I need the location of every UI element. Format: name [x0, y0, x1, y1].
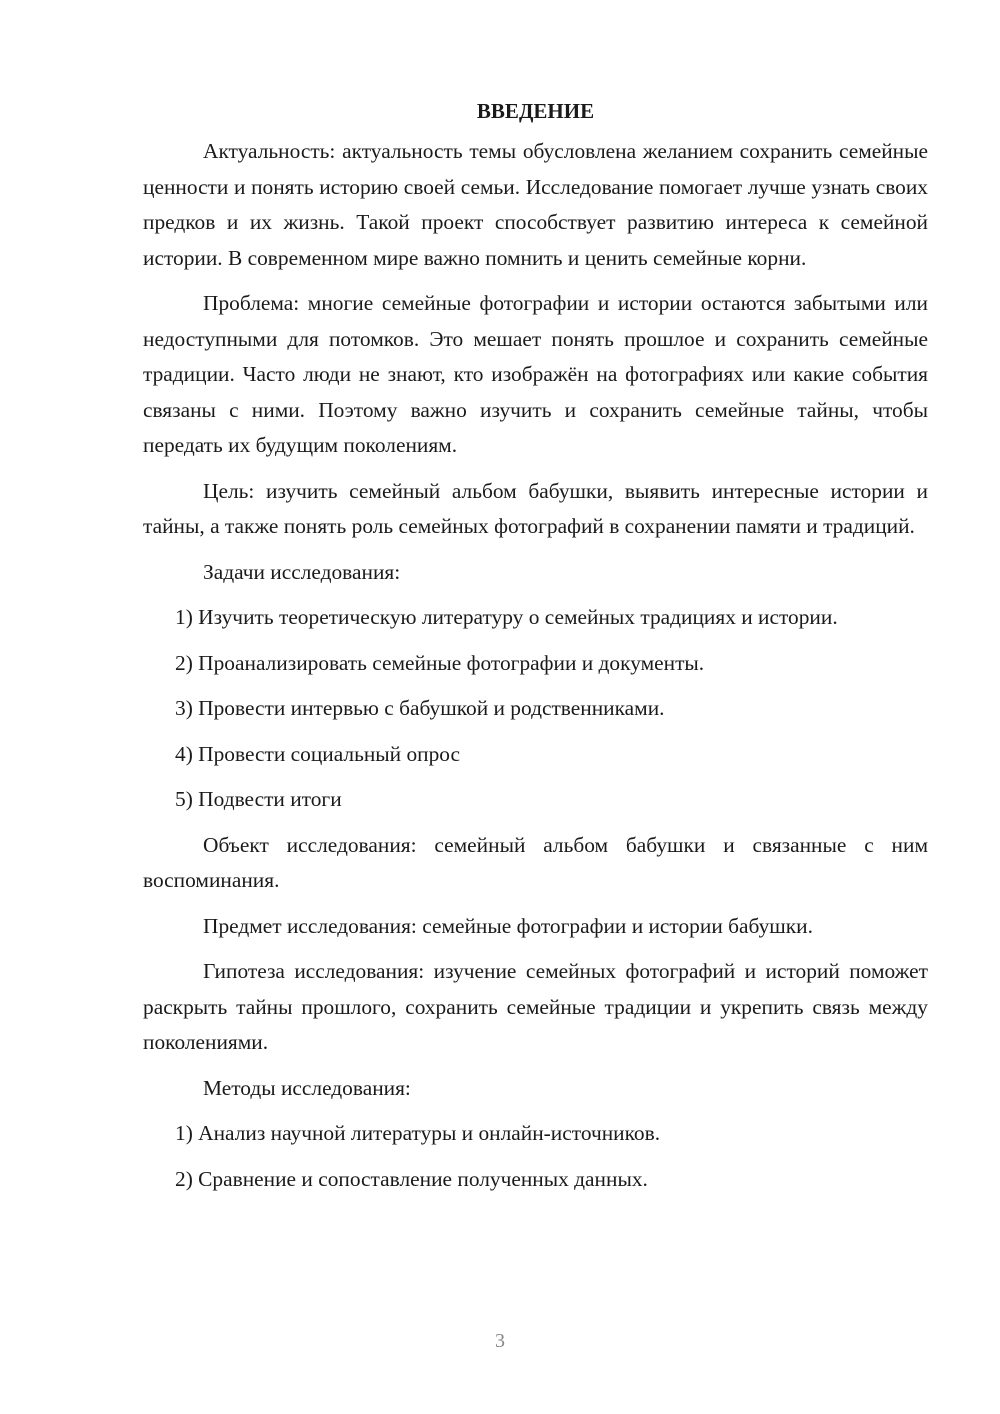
- task-item: 5) Подвести итоги: [175, 787, 342, 811]
- page-number: 3: [495, 1330, 505, 1352]
- hypothesis-paragraph: Гипотеза исследования: изучение семейных фотографий и историй поможет раскрыть тайны прошлого, сохранить семейные традиции и укрепить связь между поколениями.: [143, 959, 928, 1054]
- object-paragraph: Объект исследования: семейный альбом бабушки и связанные с ним воспоминания.: [143, 832, 928, 892]
- task-item: 3) Провести интервью с бабушкой и родственниками.: [175, 696, 665, 720]
- task-item: 2) Проанализировать семейные фотографии и документы.: [175, 650, 705, 675]
- section-title: ВВЕДЕНИЕ: [476, 99, 595, 123]
- tasks-heading: Задачи исследования:: [203, 559, 401, 584]
- goal-paragraph: Цель: изучить семейный альбом бабушки, выявить интересные истории и тайны, а также понять роль семейных фотографий в сохранении памяти и традиций.: [143, 478, 928, 538]
- relevance-paragraph: Актуальность: актуальность темы обусловлена желанием сохранить семейные ценности и понять историю своей семьи. Исследование помогает лучше узнать своих предков и их жизнь. Такой проект способствует развитию интереса к семейной истории. В современном мире важно помнить и ценить семейные корни.: [143, 139, 928, 270]
- task-item: 4) Провести социальный опрос: [175, 741, 461, 766]
- task-item: 1) Изучить теоретическую литературу о семейных традициях и истории.: [175, 605, 838, 629]
- methods-heading: Методы исследования:: [203, 1075, 411, 1100]
- document-page: [143, 93, 928, 1207]
- method-item: 1) Анализ научной литературы и онлайн-источников.: [175, 1121, 661, 1145]
- problem-paragraph: Проблема: многие семейные фотографии и истории остаются забытыми или недоступными для потомков. Это мешает понять прошлое и сохранить семейные традиции. Часто люди не знают, кто изображён на фотографиях или какие события связаны с ними. Поэтому важно изучить и сохранить семейные тайны, чтобы передать их будущим поколениям.: [143, 291, 928, 457]
- subject-paragraph: Предмет исследования: семейные фотографии и истории бабушки.: [203, 913, 813, 938]
- method-item: 2) Сравнение и сопоставление полученных данных.: [175, 1166, 648, 1191]
